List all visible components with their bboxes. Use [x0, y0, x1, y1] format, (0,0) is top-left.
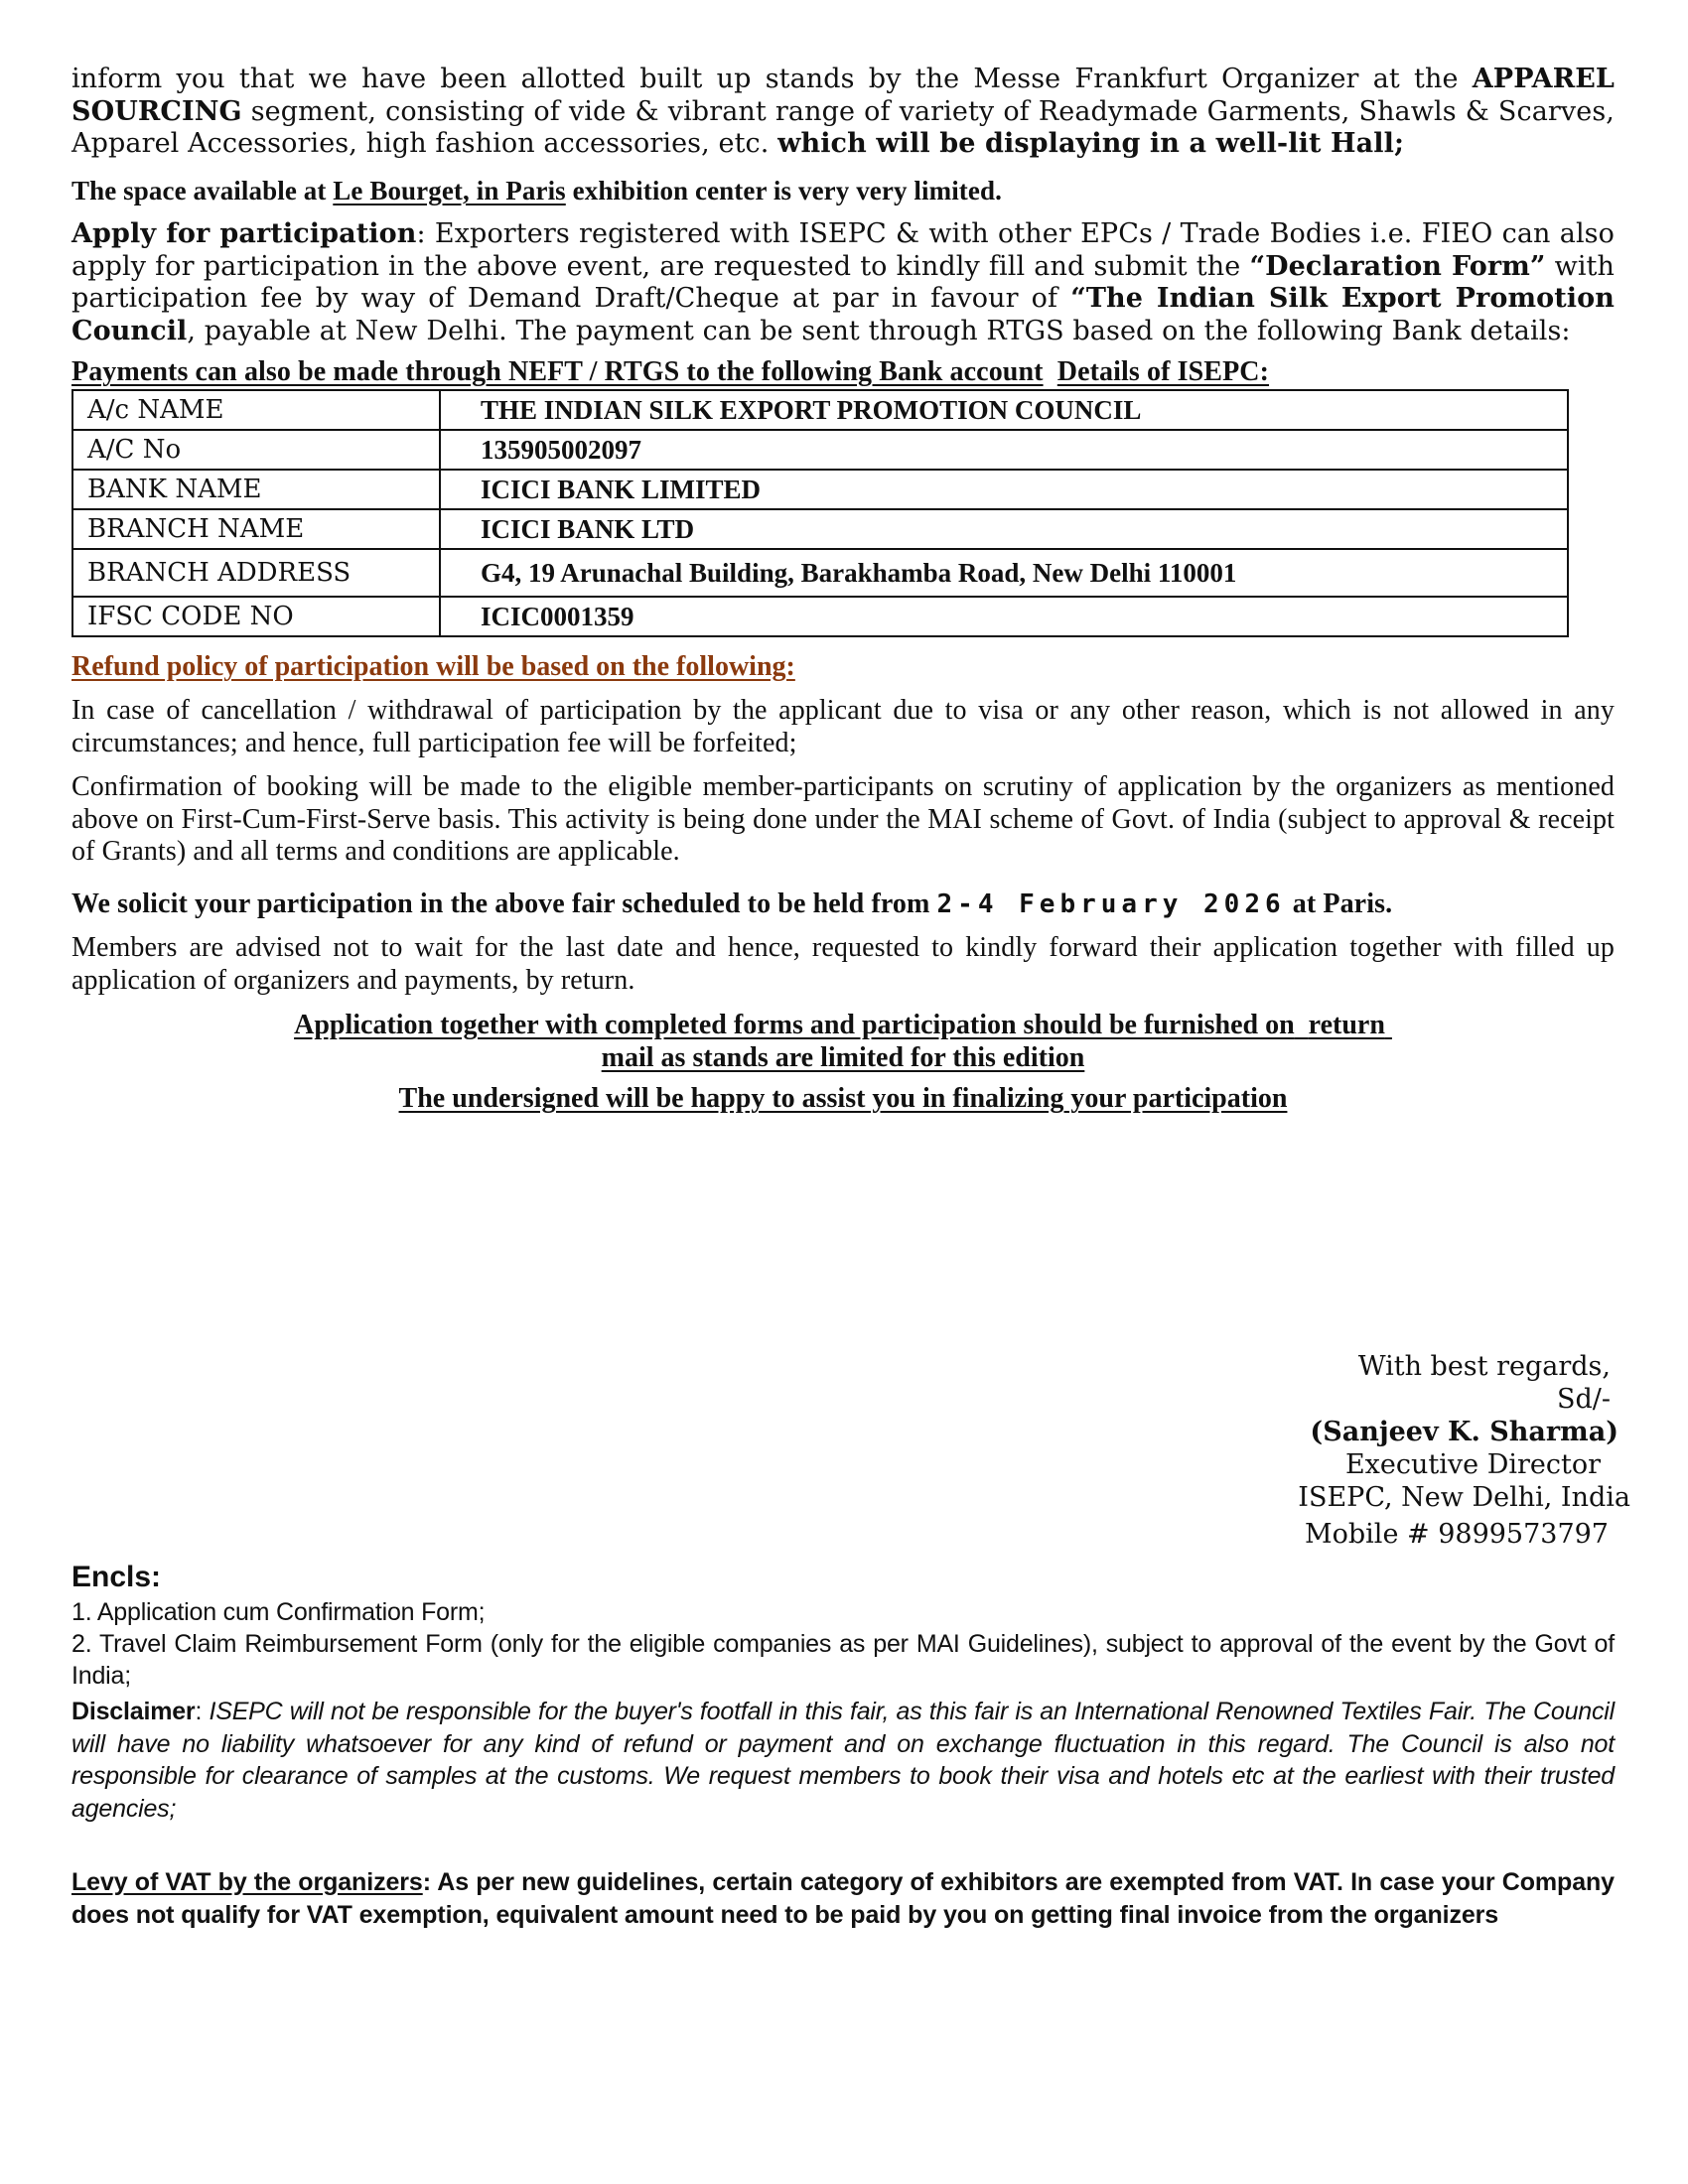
- bank-value: G4, 19 Arunachal Building, Barakhamba Road, New Delhi 110001: [440, 549, 1568, 597]
- table-row: [72, 470, 1568, 509]
- signatory-org: ISEPC, New Delhi, India: [1298, 1482, 1630, 1513]
- notice-text-return: return: [1308, 1010, 1385, 1040]
- apply-text: : Exporters registered with ISEPC & with other EPCs / Trade Bodies i.e. FIEO can also apply for participation in the above event, are requested to kindly fill and submit the: [71, 218, 1615, 282]
- application-notice-line-2: mail as stands are limited for this edition: [601, 1042, 1085, 1073]
- solicit-tail: at Paris.: [1285, 887, 1393, 919]
- bank-label: A/c NAME: [72, 390, 440, 430]
- apply-heading: Apply for participation: [71, 218, 417, 249]
- vat-heading: [71, 1868, 423, 1896]
- table-row: [72, 509, 1568, 549]
- disclaimer-label: Disclaimer: [71, 1698, 196, 1725]
- bank-value: ICIC0001359: [440, 597, 1568, 636]
- table-row: [72, 549, 1568, 597]
- declaration-form-name: “Declaration Form”: [1249, 250, 1546, 282]
- venue: Le Bourget, in Paris: [333, 175, 566, 205]
- solicit-text: We solicit your participation in the above fair scheduled to be held from: [71, 887, 937, 919]
- enclosures-title: Encls:: [71, 1561, 162, 1593]
- table-row: [72, 430, 1568, 470]
- vat-paragraph: [71, 1866, 1615, 1931]
- signatory-name: (Sanjeev K. Sharma): [1310, 1417, 1618, 1447]
- signature-block: [1261, 1350, 1630, 1551]
- bank-label: BRANCH ADDRESS: [72, 549, 440, 597]
- vat-heading-text: Levy of VAT by the organizers: [71, 1868, 423, 1896]
- closing: With best regards,: [1357, 1351, 1611, 1382]
- apply-text-end: , payable at New Delhi. The payment can be sent through RTGS based on the following Bank details:: [187, 315, 1571, 346]
- members-advice: Members are advised not to wait for the last date and hence, requested to kindly forward their application together with filled up application of organizers and payments, by return.: [71, 932, 1615, 996]
- payments-heading: [71, 357, 1615, 387]
- signatory-mobile: Mobile # 9899573797: [1304, 1519, 1609, 1550]
- vat-text: : As per new guidelines, certain category of exhibitors are exempted from VAT. In case your Company does not qualify for VAT exemption, equivalent amount need to be paid by you on getting final invoice from the organizers: [71, 1868, 1615, 1929]
- solicit-paragraph: [71, 888, 1615, 921]
- bank-label: A/C No: [72, 430, 440, 470]
- intro-text: inform you that we have been allotted built up stands by the Messe Frankfurt Organizer at the: [71, 64, 1473, 94]
- space-text-cont: exhibition center is very very limited.: [565, 175, 1002, 205]
- disclaimer-text: ISEPC will not be responsible for the buyer's footfall in this fair, as this fair is an International Renowned Textiles Fair. The Council will have no liability whatsoever for any kind of refund or payment and on exchange fluctuation in this regard. The Council is also not responsible for clearance of samples at the customs. We request members to book their visa and hotels etc at the earliest with their trusted agencies;: [71, 1698, 1615, 1823]
- bank-label: BANK NAME: [72, 470, 440, 509]
- bank-value: 135905002097: [440, 430, 1568, 470]
- refund-paragraph-1: In case of cancellation / withdrawal of participation by the applicant due to visa or any other reason, which is not allowed in any circumstances; and hence, full participation fee will be forfeited;: [71, 695, 1615, 758]
- bank-value: THE INDIAN SILK EXPORT PROMOTION COUNCIL: [440, 390, 1568, 430]
- bank-value: ICICI BANK LTD: [440, 509, 1568, 549]
- application-notice-line-1: [71, 1009, 1615, 1041]
- notice-text: Application together with completed forms and participation should be furnished on: [294, 1010, 1295, 1040]
- refund-paragraph-2: Confirmation of booking will be made to the eligible member-participants on scrutiny of application by the organizers as mentioned above on First-Cum-First-Serve basis. This activity is being done under the MAI scheme of Govt. of India (subject to approval & receipt of Grants) and all terms and conditions are applicable.: [71, 771, 1615, 867]
- segment-name: APPAREL SOURCING: [71, 64, 1615, 127]
- bank-label: IFSC CODE NO: [72, 597, 440, 636]
- disclaimer-paragraph: Disclaimer: ISEPC will not be responsible for the buyer's footfall in this fair, as this fair is an International Renowned Textiles Fair. The Council will have no liability whatsoever for any kind of refund or payment and on exchange fluctuation in this regard. The Council is also not responsible for clearance of samples at the customs. We request members to book their visa and hotels etc at the earliest with their trusted agencies;: [71, 1698, 1615, 1823]
- signatory-title: Executive Director: [1344, 1449, 1601, 1480]
- bank-value: ICICI BANK LIMITED: [440, 470, 1568, 509]
- intro-text-cont: segment, consisting of vide & vibrant range of variety of Readymade Garments, Shawls & Scarves, Apparel Accessories, high fashion accessories, etc.: [71, 95, 1615, 159]
- table-row: [72, 390, 1568, 430]
- payments-heading-part1: Payments can also be made through NEFT / RTGS to the following Bank account: [71, 356, 1044, 387]
- hall-note: which will be displaying in a well-lit Hall;: [777, 128, 1405, 159]
- table-row: [72, 597, 1568, 636]
- sd-mark: Sd/-: [1557, 1384, 1611, 1415]
- enclosure-item: 2. Travel Claim Reimbursement Form (only for the eligible companies as per MAI Guidelines), subject to approval of the event by the Govt of India;: [71, 1630, 1615, 1690]
- space-text: The space available at: [71, 175, 334, 205]
- payments-heading-part2: Details of ISEPC:: [1056, 356, 1270, 387]
- vat-section: [71, 1866, 1615, 1931]
- apply-paragraph: [71, 218, 1615, 347]
- bank-details-table: [71, 389, 1569, 637]
- payee-name: “The Indian Silk Export Promotion Council: [71, 283, 1615, 346]
- assist-notice: The undersigned will be happy to assist you in finalizing your participation: [398, 1083, 1288, 1114]
- apply-text-cont: with participation fee by way of Demand Draft/Cheque at par in favour of: [71, 250, 1615, 314]
- bank-label: BRANCH NAME: [72, 509, 440, 549]
- notices-block: [71, 1009, 1615, 1115]
- enclosures-section: [71, 1561, 1615, 1825]
- enclosure-item: 1. Application cum Confirmation Form;: [71, 1598, 486, 1626]
- refund-policy-heading: Refund policy of participation will be based on the following:: [71, 651, 795, 682]
- letter-page: [71, 64, 1615, 1115]
- intro-paragraph: [71, 64, 1615, 161]
- space-notice: [71, 175, 1615, 207]
- event-dates: 2-4 February 2026: [936, 888, 1286, 919]
